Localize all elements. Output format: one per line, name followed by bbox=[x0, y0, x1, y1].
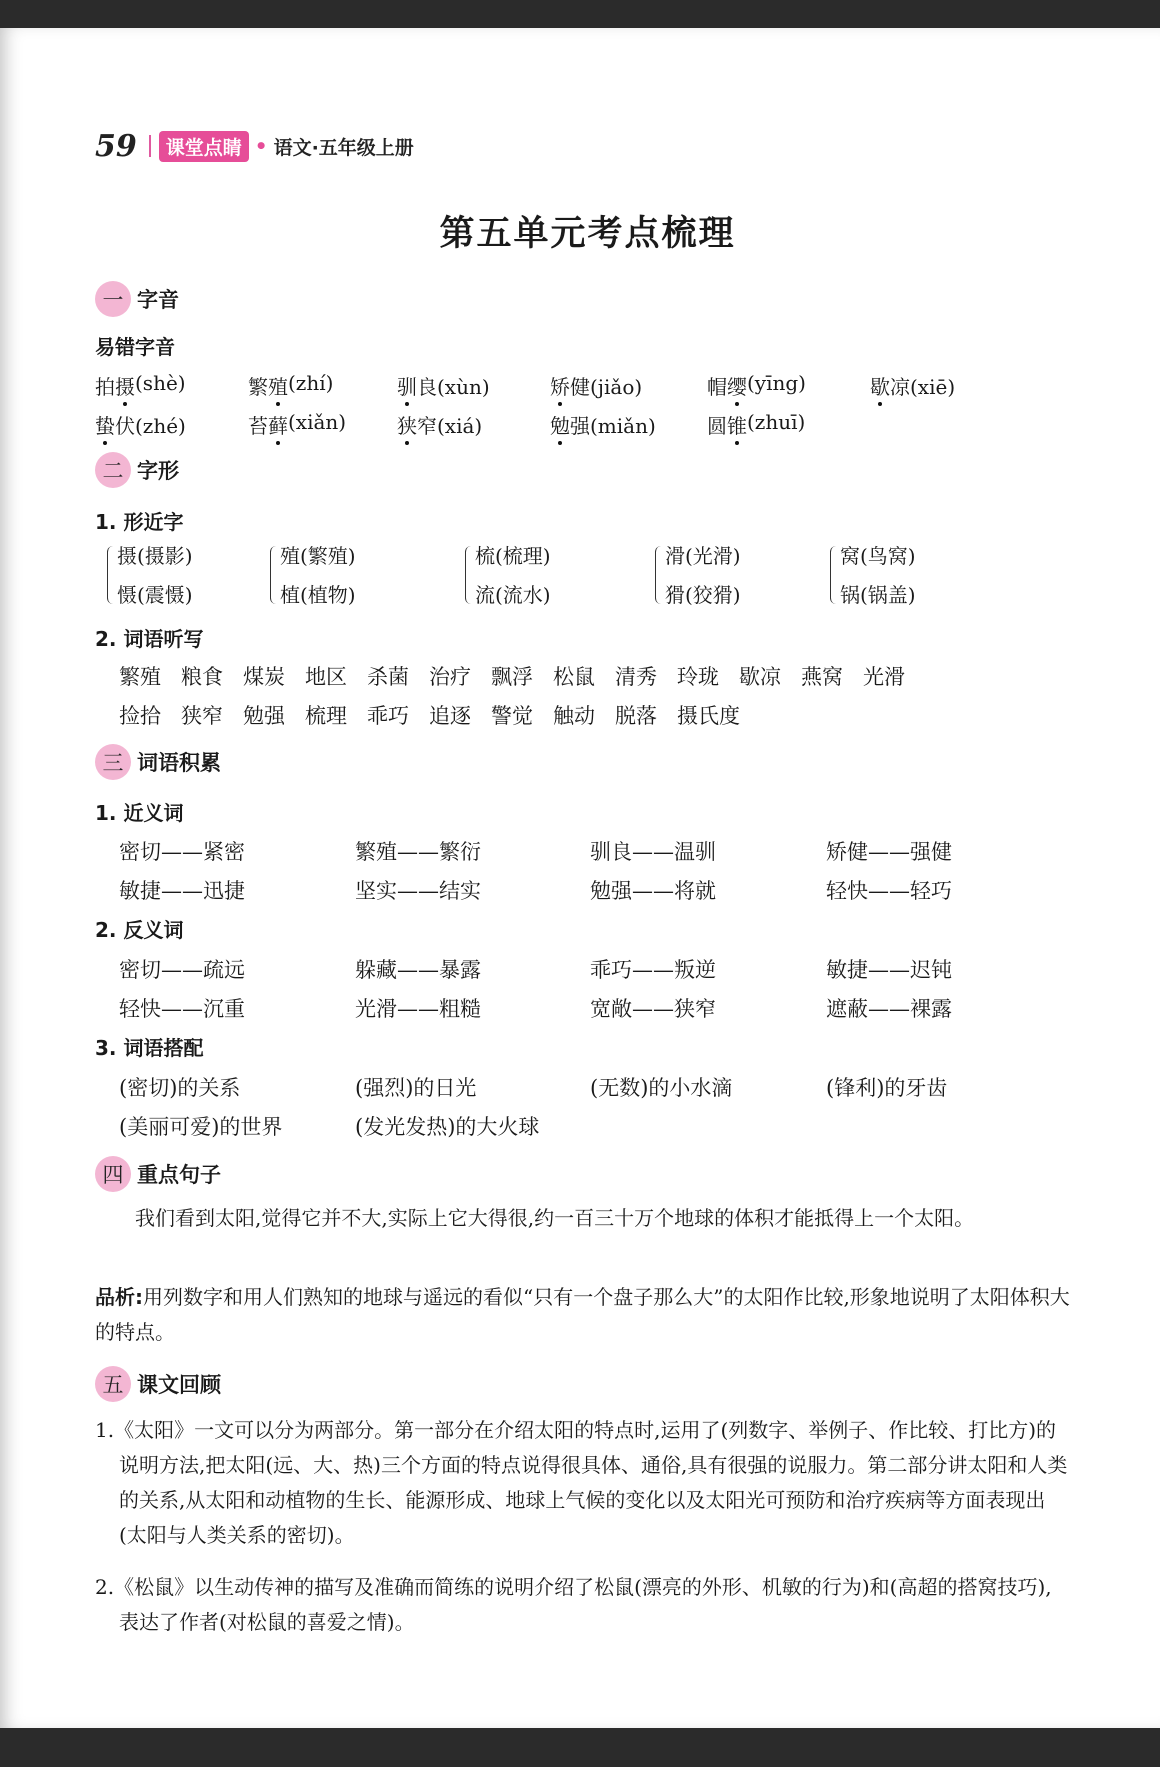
section-title: 课文回顾 bbox=[137, 1373, 221, 1397]
pronunciation-item bbox=[95, 410, 186, 439]
dotted-character: 摄 bbox=[115, 371, 135, 400]
section-title: 词语积累 bbox=[137, 751, 221, 775]
section-heading-2 bbox=[95, 452, 179, 488]
pronunciation-text: (zhí) bbox=[288, 371, 334, 395]
synonym-pair: 坚实——结实 bbox=[355, 879, 481, 903]
synonym-pair: 勉强——将就 bbox=[590, 879, 716, 903]
key-sentence: 我们看到太阳,觉得它并不大,实际上它大得很,约一百三十万个地球的体积才能抵得上一个太阳。 bbox=[135, 1206, 975, 1230]
pronunciation-text: 健(jiǎo) bbox=[570, 375, 643, 399]
antonym-pair: 敏捷——迟钝 bbox=[826, 958, 952, 982]
brace bbox=[655, 546, 662, 604]
brace bbox=[270, 546, 277, 604]
dictation-word: 玲珑 bbox=[677, 665, 719, 689]
dotted-character: 驯 bbox=[397, 371, 417, 400]
pronunciation-text: 窄(xiá) bbox=[417, 414, 483, 438]
pronunciation-item bbox=[550, 371, 642, 400]
collocation: (发光发热)的大火球 bbox=[355, 1115, 540, 1139]
pronunciation-text: 良(xùn) bbox=[417, 375, 490, 399]
dictation-word: 光滑 bbox=[863, 665, 905, 689]
section-number: 三 bbox=[95, 744, 131, 780]
antonym-pair: 乖巧——叛逆 bbox=[590, 958, 716, 982]
collocation-grid bbox=[119, 1072, 1019, 1152]
character-pair bbox=[465, 540, 625, 610]
dictation-word: 狭窄 bbox=[181, 704, 223, 728]
dictation-words-row-1 bbox=[119, 661, 925, 691]
character-with-word: 梳(梳理) bbox=[475, 544, 551, 568]
pronunciation-item bbox=[397, 371, 490, 400]
section-number: 四 bbox=[95, 1156, 131, 1192]
pronunciation-text: 凉(xiē) bbox=[890, 375, 956, 399]
synonym-pair: 敏捷——迅捷 bbox=[119, 879, 245, 903]
review-paragraph-2: 2.《松鼠》以生动传神的描写及准确而简练的说明介绍了松鼠(漂亮的外形、机敏的行为)和(高超的搭窝技巧),表达了作者(对松鼠的喜爱之情)。 bbox=[95, 1575, 1052, 1634]
character-pair bbox=[107, 540, 267, 610]
synonym-pair: 繁殖——繁衍 bbox=[355, 840, 481, 864]
dictation-words-row-2 bbox=[119, 700, 760, 730]
pronunciation-item bbox=[707, 371, 806, 400]
pronunciation-text: 帽 bbox=[707, 375, 727, 399]
antonym-pair: 躲藏——暴露 bbox=[355, 958, 481, 982]
dictation-word: 捡拾 bbox=[119, 704, 161, 728]
pronunciation-item bbox=[870, 371, 955, 400]
section-heading-4 bbox=[95, 1156, 221, 1192]
dotted-character: 缨 bbox=[727, 371, 747, 400]
textbook-page bbox=[0, 28, 1160, 1728]
collocation: (密切)的关系 bbox=[119, 1076, 241, 1100]
book-title: 语文·五年级上册 bbox=[273, 136, 414, 159]
pronunciation-text: 强(miǎn) bbox=[570, 414, 656, 438]
pronunciation-item bbox=[248, 371, 333, 400]
character-with-word: 殖(繁殖) bbox=[280, 544, 356, 568]
character-pair bbox=[270, 540, 430, 610]
dictation-word: 摄氏度 bbox=[677, 704, 740, 728]
series-badge: 课堂点睛 bbox=[159, 131, 249, 162]
dictation-word: 松鼠 bbox=[553, 665, 595, 689]
section-title: 字形 bbox=[137, 459, 179, 483]
brace bbox=[107, 546, 114, 604]
dictation-word: 飘浮 bbox=[491, 665, 533, 689]
header-divider bbox=[149, 135, 151, 157]
dictation-word: 杀菌 bbox=[367, 665, 409, 689]
character-with-word: 猾(狡猾) bbox=[665, 583, 741, 607]
dotted-character: 狭 bbox=[397, 410, 417, 439]
character-pair bbox=[655, 540, 815, 610]
review-paragraph-1: 1.《太阳》一文可以分为两部分。第一部分在介绍太阳的特点时,运用了(列数字、举例子、作比较、打比方)的说明方法,把太阳(远、大、热)三个方面的特点说得很具体、通俗,具有很强的说服力。第二部分讲太阳和人类的关系,从太阳和动植物的生长、能源形成、地球上气候的变化以及太阳光可预防和治疗疾病等方面表现出(太阳与人类关系的密切)。 bbox=[95, 1418, 1068, 1547]
synonym-pair: 驯良——温驯 bbox=[590, 840, 716, 864]
pronunciation-item bbox=[707, 410, 805, 439]
collocation: (无数)的小水滴 bbox=[590, 1076, 733, 1100]
section-number: 一 bbox=[95, 281, 131, 317]
dictation-word: 梳理 bbox=[305, 704, 347, 728]
subheading-dictation: 2. 词语听写 bbox=[95, 627, 204, 651]
antonym-pair: 轻快——沉重 bbox=[119, 997, 245, 1021]
subheading-similar-characters: 1. 形近字 bbox=[95, 510, 184, 534]
antonym-pair: 遮蔽——裸露 bbox=[826, 997, 952, 1021]
dotted-character: 矫 bbox=[550, 371, 570, 400]
antonym-pair: 光滑——粗糙 bbox=[355, 997, 481, 1021]
character-pair bbox=[830, 540, 990, 610]
pronunciation-text: 伏(zhé) bbox=[115, 414, 186, 438]
section-number: 二 bbox=[95, 452, 131, 488]
dictation-word: 警觉 bbox=[491, 704, 533, 728]
dictation-word: 歇凉 bbox=[739, 665, 781, 689]
antonym-pair: 宽敞——狭窄 bbox=[590, 997, 716, 1021]
brace bbox=[830, 546, 837, 604]
pronunciation-text: 拍 bbox=[95, 375, 115, 399]
section-heading-3 bbox=[95, 744, 221, 780]
section-title: 字音 bbox=[137, 288, 179, 312]
dictation-word: 勉强 bbox=[243, 704, 285, 728]
dotted-character: 歇 bbox=[870, 371, 890, 400]
dictation-word: 清秀 bbox=[615, 665, 657, 689]
dictation-word: 燕窝 bbox=[801, 665, 843, 689]
dotted-character: 殖 bbox=[268, 371, 288, 400]
character-with-word: 摄(摄影) bbox=[117, 544, 193, 568]
character-with-word: 流(流水) bbox=[475, 583, 551, 607]
pronunciation-item bbox=[550, 410, 656, 439]
dotted-character: 蛰 bbox=[95, 410, 115, 439]
subheading-collocations: 3. 词语搭配 bbox=[95, 1036, 204, 1060]
pronunciation-text: 苔 bbox=[248, 414, 268, 438]
dictation-word: 治疗 bbox=[429, 665, 471, 689]
page-number: 59 bbox=[95, 128, 137, 164]
dictation-word: 繁殖 bbox=[119, 665, 161, 689]
collocation: (美丽可爱)的世界 bbox=[119, 1115, 283, 1139]
character-with-word: 植(植物) bbox=[280, 583, 356, 607]
antonym-pair: 密切——疏远 bbox=[119, 958, 245, 982]
dictation-word: 脱落 bbox=[615, 704, 657, 728]
section-title: 重点句子 bbox=[137, 1163, 221, 1187]
character-with-word: 滑(光滑) bbox=[665, 544, 741, 568]
dotted-character: 锥 bbox=[727, 410, 747, 439]
synonym-pair: 轻快——轻巧 bbox=[826, 879, 952, 903]
dotted-character: 藓 bbox=[268, 410, 288, 439]
page-title: 第五单元考点梳理 bbox=[439, 214, 736, 254]
dictation-word: 地区 bbox=[305, 665, 347, 689]
section-heading-5 bbox=[95, 1366, 221, 1402]
antonym-grid bbox=[119, 954, 1019, 1034]
pronunciation-item bbox=[248, 410, 346, 439]
character-with-word: 慑(震慑) bbox=[117, 583, 193, 607]
subheading-error-prone-pronunciation: 易错字音 bbox=[95, 335, 175, 359]
pronunciation-item bbox=[397, 410, 482, 439]
dictation-word: 乖巧 bbox=[367, 704, 409, 728]
collocation: (锋利)的牙齿 bbox=[826, 1076, 948, 1100]
pronunciation-text: (zhuī) bbox=[747, 410, 806, 434]
pronunciation-text: 繁 bbox=[248, 375, 268, 399]
header-dot: • bbox=[254, 134, 268, 158]
dictation-word: 煤炭 bbox=[243, 665, 285, 689]
character-with-word: 窝(鸟窝) bbox=[840, 544, 916, 568]
synonym-grid bbox=[119, 836, 1019, 916]
character-with-word: 锅(锅盖) bbox=[840, 583, 916, 607]
pronunciation-text: 圆 bbox=[707, 414, 727, 438]
dictation-word: 触动 bbox=[553, 704, 595, 728]
dotted-character: 勉 bbox=[550, 410, 570, 439]
pronunciation-item bbox=[95, 371, 186, 400]
page-header bbox=[95, 126, 414, 166]
analysis-text: 用列数字和用人们熟知的地球与遥远的看似“只有一个盘子那么大”的太阳作比较,形象地说明了太阳体积大的特点。 bbox=[95, 1285, 1070, 1344]
pronunciation-text: (yīng) bbox=[747, 371, 806, 395]
dictation-word: 追逐 bbox=[429, 704, 471, 728]
collocation: (强烈)的日光 bbox=[355, 1076, 477, 1100]
brace bbox=[465, 546, 472, 604]
synonym-pair: 密切——紧密 bbox=[119, 840, 245, 864]
pronunciation-text: (xiǎn) bbox=[288, 410, 347, 434]
subheading-synonyms: 1. 近义词 bbox=[95, 801, 184, 825]
section-heading-1 bbox=[95, 281, 179, 317]
synonym-pair: 矫健——强健 bbox=[826, 840, 952, 864]
sentence-analysis bbox=[95, 1280, 1070, 1350]
subheading-antonyms: 2. 反义词 bbox=[95, 918, 184, 942]
dictation-word: 粮食 bbox=[181, 665, 223, 689]
analysis-label: 品析: bbox=[95, 1285, 143, 1309]
pronunciation-text: (shè) bbox=[135, 371, 186, 395]
section-number: 五 bbox=[95, 1366, 131, 1402]
